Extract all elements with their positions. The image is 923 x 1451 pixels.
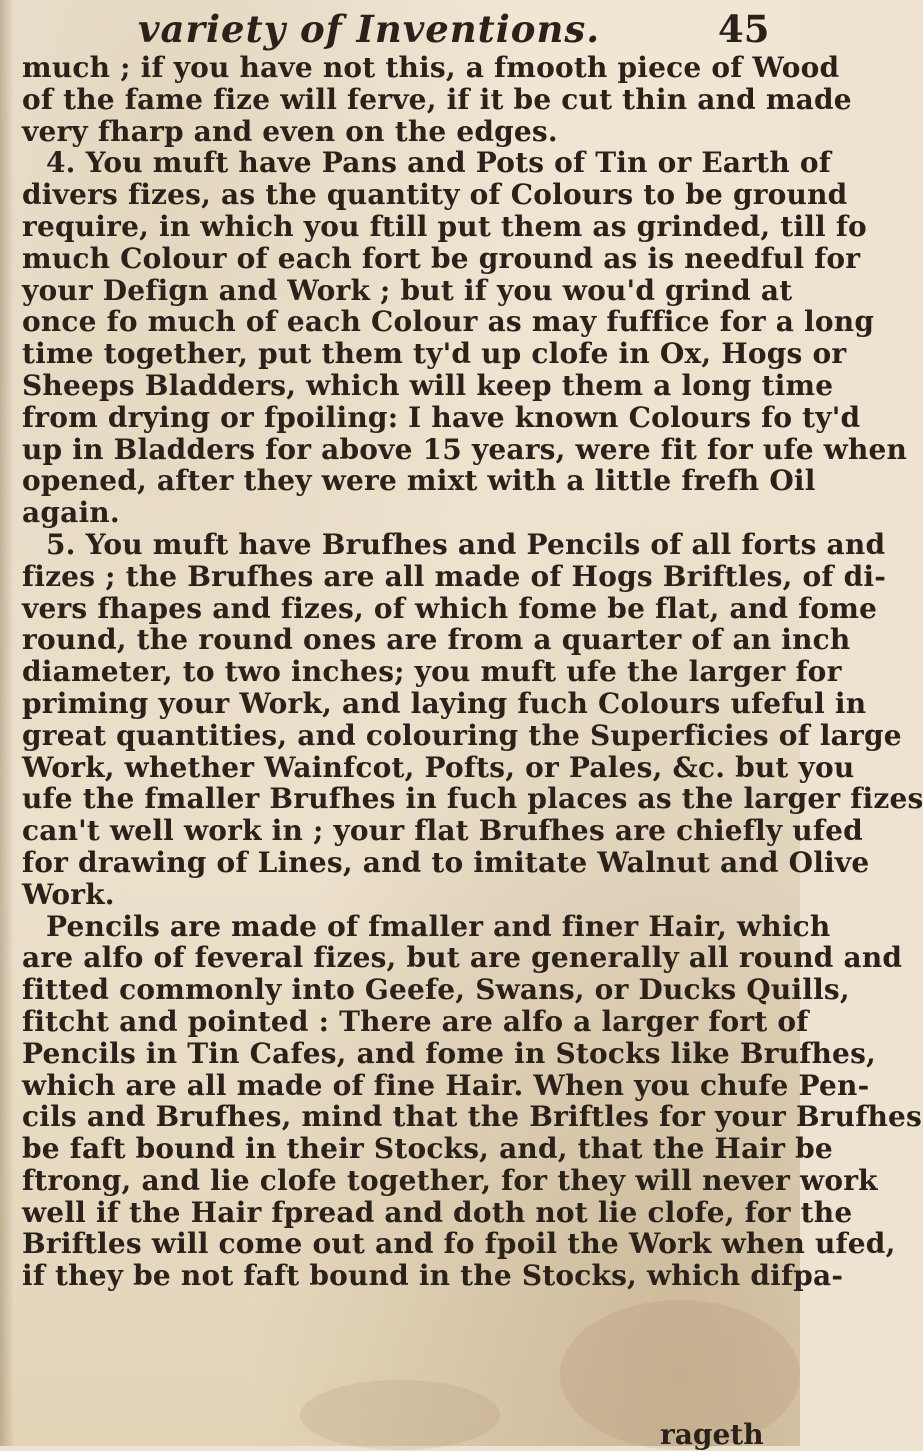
text-line: fizes ; the Brufhes are all made of Hogs Briftles, of di- bbox=[22, 559, 887, 593]
running-head: variety of Inventions. bbox=[138, 7, 601, 51]
text-line: fitcht and pointed : There are alfo a larger fort of bbox=[22, 1004, 809, 1038]
text-line: 4. You muft have Pans and Pots of Tin or Earth of bbox=[46, 146, 831, 180]
text-line: fitted commonly into Geefe, Swans, or Ducks Quills, bbox=[22, 973, 850, 1007]
text-line: much ; if you have not this, a fmooth piece of Wood bbox=[22, 51, 840, 84]
text-line: Work. bbox=[22, 877, 115, 911]
page-number: 45 bbox=[718, 7, 770, 51]
text-line: Pencils are made of fmaller and finer Hair, which bbox=[46, 909, 831, 943]
text-line: vers fhapes and fizes, of which fome be flat, and fome bbox=[22, 591, 878, 625]
text-line: very fharp and even on the edges. bbox=[22, 114, 558, 148]
text-line: round, the round ones are from a quarter of an inch bbox=[22, 623, 851, 657]
text-line: again. bbox=[22, 496, 120, 530]
text-line: well if the Hair fpread and doth not lie clofe, for the bbox=[22, 1195, 853, 1229]
text-line: Briftles will come out and fo fpoil the Work when ufed, bbox=[22, 1227, 896, 1261]
catchword: rageth bbox=[660, 1418, 764, 1451]
text-line: require, in which you ftill put them as grinded, till fo bbox=[22, 209, 867, 243]
text-line: Sheeps Bladders, which will keep them a long time bbox=[22, 368, 834, 402]
text-line: are alfo of feveral fizes, but are generally all round and bbox=[22, 941, 903, 975]
text-line: 5. You muft have Brufhes and Pencils of all forts and bbox=[46, 527, 886, 561]
text-line: can't well work in ; your flat Brufhes are chiefly ufed bbox=[22, 814, 863, 848]
page-header bbox=[0, 4, 800, 54]
text-line: ufe the fmaller Brufhes in fuch places as the larger fizes bbox=[22, 782, 923, 816]
text-line: divers fizes, as the quantity of Colours to be ground bbox=[22, 178, 848, 212]
text-line: if they be not faft bound in the Stocks, which difpa- bbox=[22, 1259, 844, 1293]
text-line: cils and Brufhes, mind that the Briftles for your Brufhes bbox=[22, 1100, 923, 1134]
text-line: Pencils in Tin Cafes, and fome in Stocks like Brufhes, bbox=[22, 1036, 876, 1070]
paper-stain bbox=[300, 1380, 500, 1450]
text-line: Work, whether Wainfcot, Pofts, or Pales, &c. but you bbox=[22, 750, 855, 784]
text-line: be faft bound in their Stocks, and, that the Hair be bbox=[22, 1132, 833, 1166]
text-line: ftrong, and lie clofe together, for they will never work bbox=[22, 1163, 878, 1197]
body-text bbox=[22, 51, 923, 1293]
page-gutter-shadow bbox=[0, 0, 14, 1446]
text-line: much Colour of each fort be ground as is needful for bbox=[22, 241, 861, 275]
text-line: opened, after they were mixt with a little frefh Oil bbox=[22, 464, 816, 498]
text-line: of the fame fize will ferve, if it be cut thin and made bbox=[22, 82, 852, 116]
text-line: diameter, to two inches; you muft ufe the larger for bbox=[22, 655, 842, 689]
text-line: from drying or fpoiling: I have known Colours fo ty'd bbox=[22, 400, 861, 434]
text-line: once fo much of each Colour as may fuffice for a long bbox=[22, 305, 875, 339]
text-line: which are all made of fine Hair. When you chufe Pen- bbox=[22, 1068, 870, 1102]
text-line: great quantities, and colouring the Superficies of large bbox=[22, 718, 902, 752]
text-line: up in Bladders for above 15 years, were fit for ufe when bbox=[22, 432, 908, 466]
text-line: time together, put them ty'd up clofe in Ox, Hogs or bbox=[22, 337, 847, 371]
text-line: your Defign and Work ; but if you wou'd grind at bbox=[22, 273, 793, 307]
text-line: for drawing of Lines, and to imitate Walnut and Olive bbox=[22, 845, 870, 879]
text-line: priming your Work, and laying fuch Colours ufeful in bbox=[22, 686, 867, 720]
